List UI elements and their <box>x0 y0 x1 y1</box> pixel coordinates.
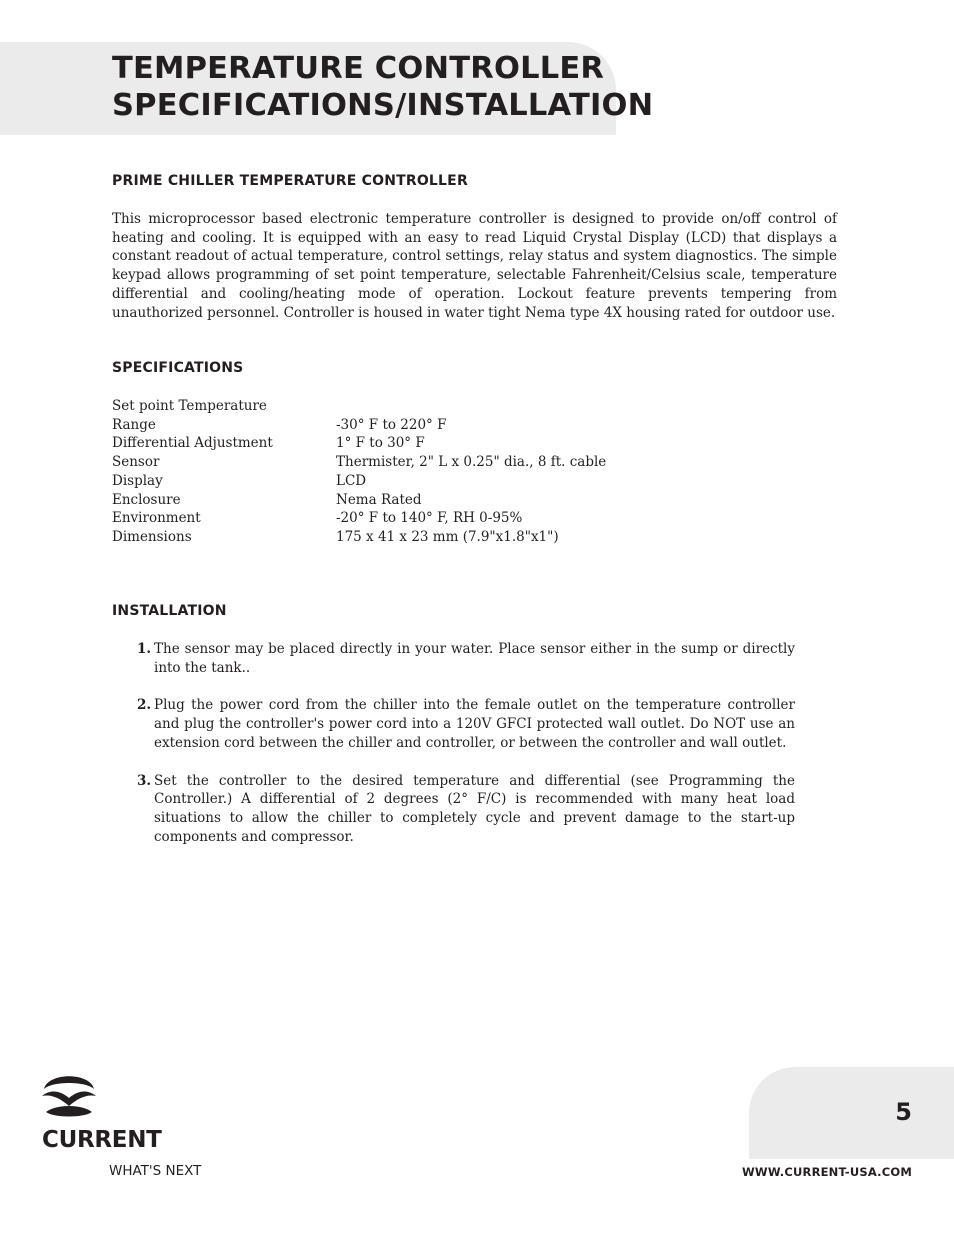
spec-row <box>112 509 606 528</box>
website-url: WWW.CURRENT-USA.COM <box>742 1165 912 1179</box>
spec-value: -30° F to 220° F <box>336 416 447 433</box>
spec-row <box>112 453 606 472</box>
spec-value: Nema Rated <box>336 491 422 508</box>
controller-heading: PRIME CHILLER TEMPERATURE CONTROLLER <box>112 173 468 189</box>
spec-value: 1° F to 30° F <box>336 435 425 452</box>
spec-row <box>112 434 606 453</box>
installation-step <box>137 696 795 753</box>
spec-value <box>336 397 606 416</box>
spec-row <box>112 528 606 547</box>
spec-label: Range <box>112 416 156 433</box>
specifications-heading: SPECIFICATIONS <box>112 360 244 376</box>
spec-value: -20° F to 140° F, RH 0-95% <box>336 510 523 527</box>
brand-logo-text: CURRENT <box>42 1127 162 1153</box>
page-title <box>112 50 653 124</box>
spec-row <box>112 397 606 416</box>
controller-description: This microprocessor based electronic temperature controller is designed to provide on/off control of heating and cooling. It is equipped with an easy to read Liquid Crystal Display (LCD) that displays a constant readout of actual temperature, control settings, relay status and system diagnostics. The simple keypad allows programming of set point temperature, selectable Fahrenheit/Celsius scale, temperature differential and cooling/heating mode of operation. Lockout feature prevents tempering from unauthorized personnel. Controller is housed in water tight Nema type 4X housing rated for outdoor use. <box>112 211 837 321</box>
step-text: Set the controller to the desired temperature and differential (see Programming the Controller.) A differential of 2 degrees (2° F/C) is recommended with many heat load situations to allow the chiller to completely cycle and prevent damage to the start-up components and compressor. <box>154 772 795 846</box>
step-number: 1. <box>137 641 152 657</box>
page-title-line2: SPECIFICATIONS/INSTALLATION <box>112 88 654 123</box>
spec-label: Display <box>112 472 163 489</box>
spec-label: Dimensions <box>112 528 192 545</box>
wave-logo-icon <box>40 1066 98 1122</box>
spec-label: Enclosure <box>112 491 181 508</box>
installation-step <box>137 772 795 848</box>
specifications-table <box>112 397 606 547</box>
spec-row <box>112 472 606 491</box>
installation-step <box>137 640 795 678</box>
spec-label: Environment <box>112 510 201 527</box>
spec-value: LCD <box>336 472 367 489</box>
spec-label: Sensor <box>112 454 160 471</box>
step-text: The sensor may be placed directly in your water. Place sensor either in the sump or directly into the tank.. <box>154 641 795 676</box>
spec-row <box>112 416 606 435</box>
spec-row <box>112 491 606 510</box>
spec-label: Set point Temperature <box>112 398 267 414</box>
page-title-line1: TEMPERATURE CONTROLLER <box>112 51 605 86</box>
installation-heading: INSTALLATION <box>112 603 227 619</box>
page-number-band <box>749 1067 954 1159</box>
step-number: 2. <box>137 697 152 714</box>
installation-steps <box>137 640 795 866</box>
page-number: 5 <box>895 1098 912 1126</box>
step-number: 3. <box>137 772 152 789</box>
spec-value: 175 x 41 x 23 mm (7.9"x1.8"x1") <box>336 528 559 545</box>
step-text: Plug the power cord from the chiller into the female outlet on the temperature controller and plug the controller's power cord into a 120V GFCI protected wall outlet. Do NOT use an extension cord between the chiller and controller, or between the controller and wall outlet. <box>154 697 795 752</box>
spec-value: Thermister, 2" L x 0.25" dia., 8 ft. cable <box>336 454 607 471</box>
spec-label: Differential Adjustment <box>112 435 273 452</box>
brand-tagline: WHAT'S NEXT <box>109 1163 202 1179</box>
